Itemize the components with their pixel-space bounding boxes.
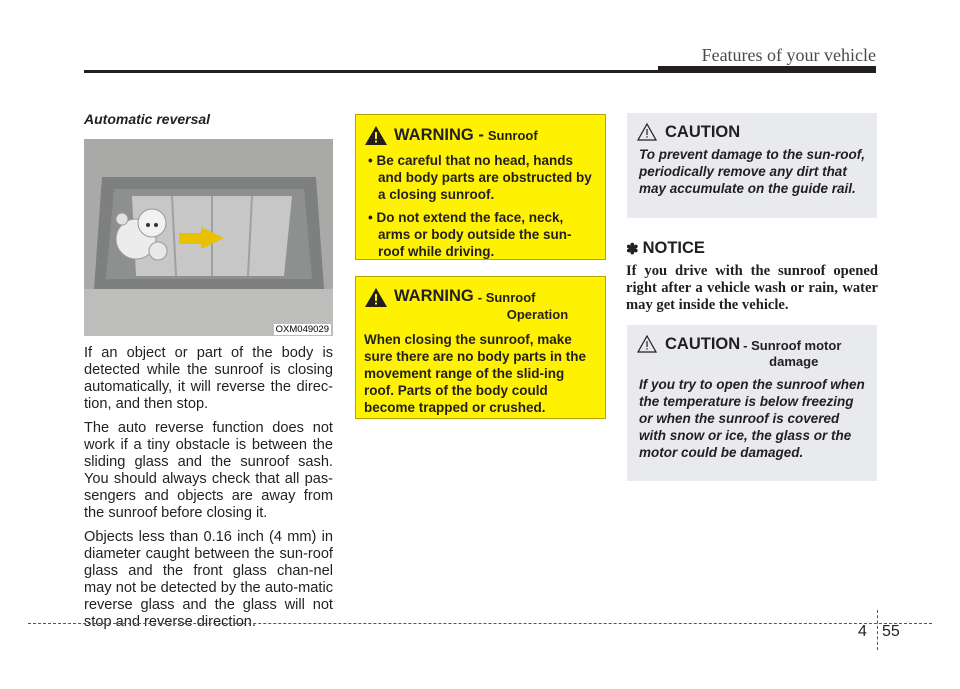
caution-triangle-icon	[637, 123, 657, 141]
warning-box-sunroof	[355, 114, 606, 260]
warning-triangle-icon	[364, 287, 388, 308]
caution-heading	[637, 123, 867, 142]
caution-text: If you try to open the sunroof when the temperature is below freezing or when the sunroof is covered with snow or ice, the glass or the motor could be damaged.	[639, 377, 865, 460]
running-header: Features of your vehicle	[701, 45, 876, 65]
sunroof-photo-graphic	[84, 139, 333, 336]
body-text	[84, 345, 333, 638]
list-item: • Do not extend the face, neck, arms or body outside the sun-roof while driving.	[368, 210, 572, 259]
paragraph: The auto reverse function does not work if a tiny obstacle is between the sliding glass and the sunroof sash. You should always check that all pas-sengers and objects are away from the sunroof before closing it.	[84, 420, 333, 521]
caution-box-sunroof-motor	[627, 325, 877, 481]
warning-subject: - Sunroof Operation	[477, 290, 569, 322]
sunroof-illustration	[84, 139, 333, 336]
warning-heading	[364, 125, 597, 146]
list-item: • Be careful that no head, hands and body parts are obstructed by a closing sunroof.	[368, 153, 592, 202]
caution-text: To prevent damage to the sun-roof, periodically remove any dirt that may accumulate on the guide rail.	[639, 147, 866, 196]
notice-text: If you drive with the sunroof opened right after a vehicle wash or rain, water may get inside the vehicle.	[626, 263, 878, 313]
footer-divider	[877, 610, 878, 650]
warning-heading	[364, 287, 597, 323]
warning-triangle-icon	[364, 125, 388, 146]
caution-label: CAUTION	[665, 123, 741, 141]
caution-label: CAUTION	[665, 335, 741, 353]
warning-label: WARNING -	[394, 126, 484, 144]
header-tab-bar	[658, 66, 876, 73]
warning-subject: Sunroof	[487, 128, 538, 143]
caution-triangle-icon	[637, 335, 657, 353]
page-number: 55	[882, 623, 900, 640]
notice-label: NOTICE	[642, 239, 705, 257]
warning-text: When closing the sunroof, make sure there are no body parts in the movement range of the slid-ing roof. Parts of the body could become trapped or crushed.	[364, 332, 587, 415]
chapter-number: 4	[858, 623, 867, 640]
notice-star-icon: ✽	[626, 240, 639, 258]
footer-rule	[28, 623, 932, 624]
warning-box-sunroof-operation	[355, 276, 606, 419]
notice-heading	[626, 239, 705, 258]
paragraph: Objects less than 0.16 inch (4 mm) in diameter caught between the sun-roof glass and the front glass chan-nel may not be detected by the auto-matic reverse glass and the glass will not stop and reverse direction.	[84, 529, 333, 630]
caution-heading	[637, 335, 867, 370]
warning-list	[364, 152, 597, 260]
warning-label: WARNING	[394, 287, 474, 305]
section-subheading: Automatic reversal	[84, 111, 211, 127]
caution-box-guide-rail	[627, 113, 877, 218]
paragraph: If an object or part of the body is detected while the sunroof is closing automatically, it will reverse the direc-tion, and then stop.	[84, 345, 333, 412]
caution-subject: - Sunroof motor damage	[743, 338, 842, 369]
image-code: OXM049029	[275, 324, 329, 335]
